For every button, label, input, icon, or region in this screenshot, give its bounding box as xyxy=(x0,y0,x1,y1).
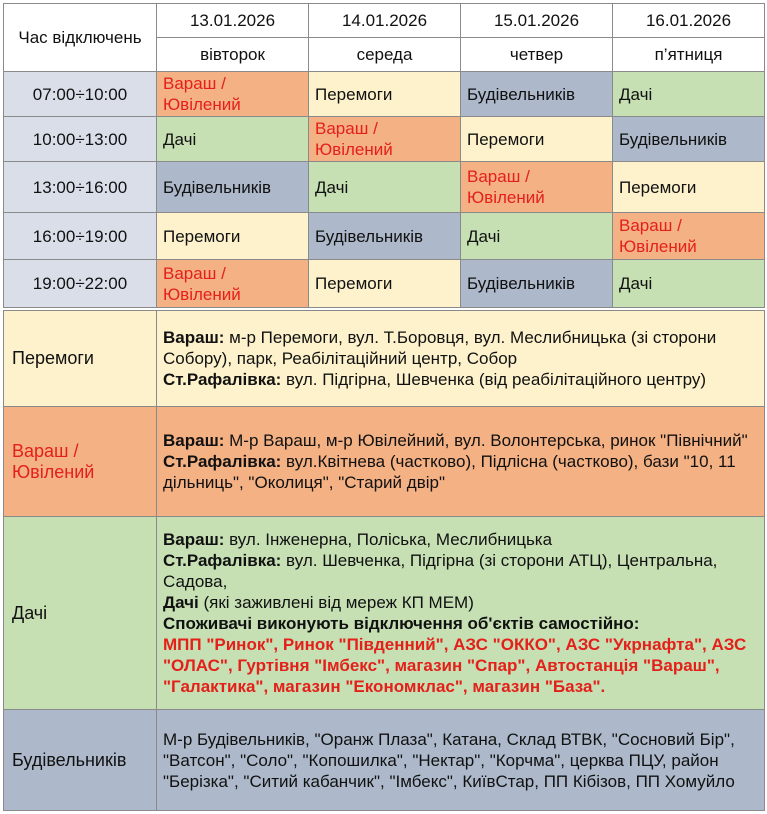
schedule-row xyxy=(4,213,765,260)
schedule-cell: Перемоги xyxy=(157,213,309,260)
schedule-cell: Дачі xyxy=(309,162,461,213)
city-label: Ст.Рафалівка: xyxy=(163,370,282,389)
self-disconnect-notice: Споживачі виконують відключення об'єктів самостійно: xyxy=(163,614,640,633)
time-slot: 07:00÷10:00 xyxy=(4,72,157,117)
address-text: вул. Інженерна, Поліська, Меслибницька xyxy=(224,530,553,549)
group-name: Перемоги xyxy=(4,311,157,407)
time-slot: 19:00÷22:00 xyxy=(4,260,157,308)
schedule-cell: Будівельників xyxy=(613,117,765,162)
day-weekday: середа xyxy=(309,38,461,72)
schedule-cell: Дачі xyxy=(613,72,765,117)
group-row-dachi xyxy=(4,517,765,710)
day-weekday: п’ятниця xyxy=(613,38,765,72)
group-addresses xyxy=(157,311,765,407)
group-addresses xyxy=(157,710,765,811)
day-date: 15.01.2026 xyxy=(461,4,613,38)
group-addresses xyxy=(157,517,765,710)
address-text: вул. Підгірна, Шевченка (від реабілітаційного центру) xyxy=(281,370,707,389)
address-text: М-р Будівельників, "Оранж Плаза", Катана, Склад ВТВК, "Сосновий Бір", "Ватсон", "Соло", "Копошилка", "Нектар", "Корчма", церква ПЦУ, район "Берізка", "Ситий кабанчик", "Імбекс", КиївСтар, ПП Кібізов, ПП Хомуйло xyxy=(163,729,735,791)
group-name: Дачі xyxy=(4,517,157,710)
city-label: Ст.Рафалівка: xyxy=(163,551,282,570)
schedule-cell: Перемоги xyxy=(613,162,765,213)
time-slot: 13:00÷16:00 xyxy=(4,162,157,213)
schedule-cell: Будівельників xyxy=(309,213,461,260)
schedule-cell: Вараш / Ювілений xyxy=(461,162,613,213)
schedule-cell: Перемоги xyxy=(309,72,461,117)
group-addresses xyxy=(157,407,765,517)
schedule-cell: Дачі xyxy=(613,260,765,308)
schedule-row xyxy=(4,117,765,162)
address-text: вул.Квітнева (частково), Підлісна (частково), бази "10, 11 дільниць", "Околиця", "Старий двір" xyxy=(163,452,736,492)
schedule-row xyxy=(4,260,765,308)
day-date: 14.01.2026 xyxy=(309,4,461,38)
group-row-varash xyxy=(4,407,765,517)
group-name: Вараш / Ювілений xyxy=(4,407,157,517)
header-row-dates xyxy=(4,4,765,38)
schedule-cell: Дачі xyxy=(461,213,613,260)
city-label: Вараш: xyxy=(163,530,225,549)
schedule-cell: Будівельників xyxy=(461,72,613,117)
city-label: Ст.Рафалівка: xyxy=(163,452,282,471)
time-slot: 10:00÷13:00 xyxy=(4,117,157,162)
schedule-cell: Перемоги xyxy=(309,260,461,308)
group-name: Будівельників xyxy=(4,710,157,811)
address-text: вул. Шевченка, Підгірна (зі сторони АТЦ), Центральна, Садова, xyxy=(163,551,718,591)
schedule-cell: Вараш / Ювілений xyxy=(309,117,461,162)
day-weekday: четвер xyxy=(461,38,613,72)
city-label: Вараш: xyxy=(163,328,225,347)
schedule-table xyxy=(3,3,765,308)
day-weekday: вівторок xyxy=(157,38,309,72)
address-text: (які заживлені від мереж КП МЕМ) xyxy=(198,593,474,612)
schedule-row xyxy=(4,72,765,117)
schedule-cell: Будівельників xyxy=(157,162,309,213)
schedule-cell: Будівельників xyxy=(461,260,613,308)
group-label: Дачі xyxy=(163,593,199,612)
time-column-header: Час відключень xyxy=(4,4,157,72)
group-row-peremohy xyxy=(4,311,765,407)
self-disconnect-consumers: МПП "Ринок", Ринок "Південний", АЗС "ОККО", АЗС "Укрнафта", АЗС "ОЛАС", Гуртівня "Імбекс", магазин "Спар", Автостанція "Вараш", "Галактика", магазин "Економклас", магазин "База". xyxy=(163,635,747,696)
city-label: Вараш: xyxy=(163,431,225,450)
group-row-budiv xyxy=(4,710,765,811)
schedule-cell: Перемоги xyxy=(461,117,613,162)
address-text: м-р Перемоги, вул. Т.Боровця, вул. Меслибницька (зі сторони Собору), парк, Реабілітаційний центр, Собор xyxy=(163,328,717,368)
schedule-row xyxy=(4,162,765,213)
schedule-cell: Вараш / Ювілений xyxy=(157,72,309,117)
day-date: 13.01.2026 xyxy=(157,4,309,38)
schedule-cell: Вараш / Ювілений xyxy=(157,260,309,308)
group-descriptions-table xyxy=(3,310,765,811)
schedule-cell: Дачі xyxy=(157,117,309,162)
schedule-cell: Вараш / Ювілений xyxy=(613,213,765,260)
address-text: М-р Вараш, м-р Ювілейний, вул. Волонтерська, ринок "Північний" xyxy=(224,431,748,450)
time-slot: 16:00÷19:00 xyxy=(4,213,157,260)
day-date: 16.01.2026 xyxy=(613,4,765,38)
